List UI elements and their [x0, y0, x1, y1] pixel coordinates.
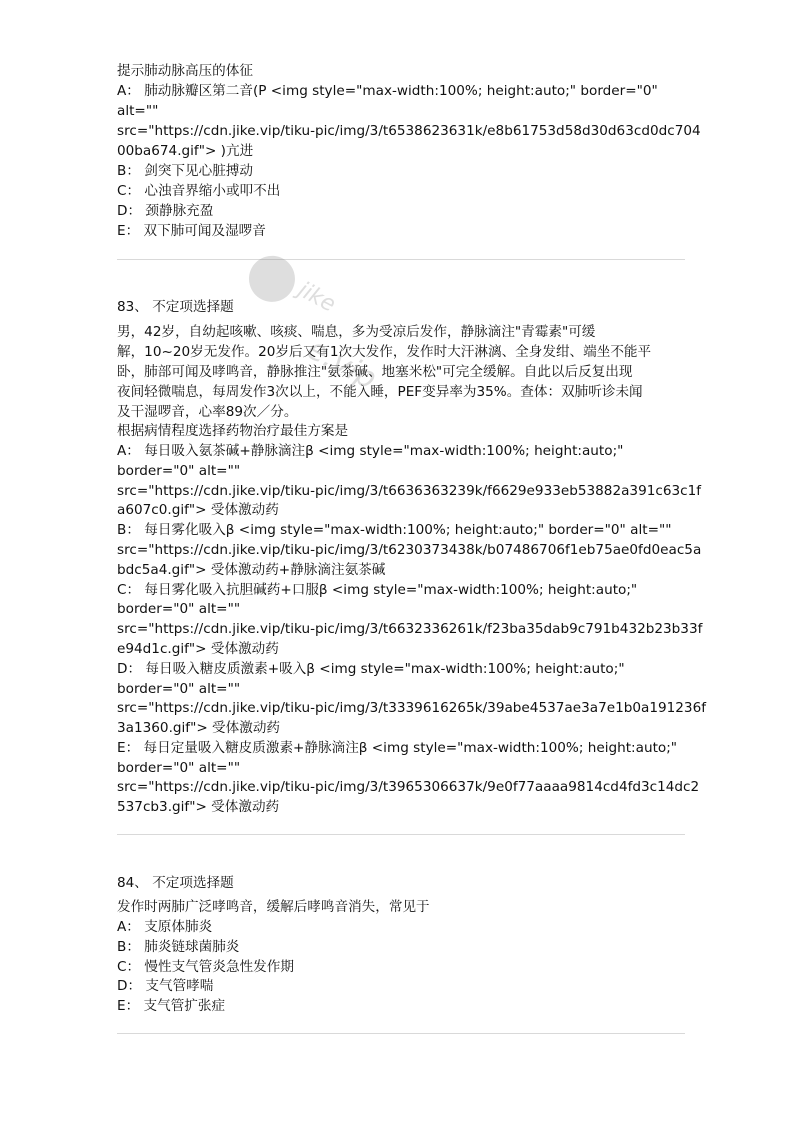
q83-line: border="0" alt=""	[117, 463, 241, 479]
q83-line: 解，10~20岁无发作。20岁后又有1次大发作，发作时大汗淋漓、全身发绀、端坐不能平	[117, 344, 652, 360]
q83-line: border="0" alt=""	[117, 760, 241, 776]
q84-option-a: A： 支原体肺炎	[117, 919, 213, 935]
q84-option-c: C： 慢性支气管炎急性发作期	[117, 959, 294, 975]
q84-option-e: E： 支气管扩张症	[117, 998, 226, 1014]
q82-line: alt=""	[117, 103, 159, 119]
q83-line: src="https://cdn.jike.vip/tiku-pic/img/3/t6636363239k/f6629e933eb53882a391c63c1f	[117, 483, 702, 499]
q82-line: A： 肺动脉瓣区第二音(P <img style="max-width:100%; height:auto;" border="0"	[117, 83, 658, 99]
q83-line: 根据病情程度选择药物治疗最佳方案是	[117, 423, 349, 439]
q83-option-e: E： 每日定量吸入糖皮质激素+静脉滴注β <img style="max-width:100%; height:auto;"	[117, 740, 678, 756]
q82-option-d: D： 颈静脉充盈	[117, 203, 214, 219]
q83-line: border="0" alt=""	[117, 681, 241, 697]
q83-line: src="https://cdn.jike.vip/tiku-pic/img/3/t3339616265k/39abe4537ae3a7e1b0a191236f	[117, 700, 707, 716]
q83-option-b: B： 每日雾化吸入β <img style="max-width:100%; height:auto;" border="0" alt=""	[117, 522, 672, 538]
q83-line: src="https://cdn.jike.vip/tiku-pic/img/3/t3965306637k/9e0f77aaaa9814cd4fd3c14dc2	[117, 779, 700, 795]
q82-option-b: B： 剑突下见心脏搏动	[117, 163, 253, 179]
watermark-text: jike	[293, 277, 340, 318]
q83-line: e94d1c.gif"> 受体激动药	[117, 641, 279, 657]
q83-line: src="https://cdn.jike.vip/tiku-pic/img/3/t6632336261k/f23ba35dab9c791b432b23b33f	[117, 621, 703, 637]
q84-heading: 84、 不定项选择题	[117, 875, 234, 891]
q83-line: 卧，肺部可闻及哮鸣音，静脉推注"氨茶碱、地塞米松"可完全缓解。自此以后反复出现	[117, 364, 633, 380]
q83-line: 3a1360.gif"> 受体激动药	[117, 720, 281, 736]
q83-option-d: D： 每日吸入糖皮质激素+吸入β <img style="max-width:100%; height:auto;"	[117, 661, 625, 677]
divider	[117, 1033, 685, 1034]
q84-option-b: B： 肺炎链球菌肺炎	[117, 939, 240, 955]
q83-line: 537cb3.gif"> 受体激动药	[117, 799, 280, 815]
q83-line: 男，42岁，自幼起咳嗽、咳痰、喘息，多为受凉后发作，静脉滴注"青霉素"可缓	[117, 324, 596, 340]
q83-heading: 83、 不定项选择题	[117, 299, 234, 315]
q83-line: 夜间轻微喘息，每周发作3次以上，不能入睡，PEF变异率为35%。查体：双肺听诊未闻	[117, 384, 643, 400]
q83-line: border="0" alt=""	[117, 601, 241, 617]
q82-line: src="https://cdn.jike.vip/tiku-pic/img/3/t6538623631k/e8b61753d58d30d63cd0dc704	[117, 123, 701, 139]
q82-line: 提示肺动脉高压的体征	[117, 63, 253, 79]
q84-option-d: D： 支气管哮喘	[117, 978, 214, 994]
q82-option-e: E： 双下肺可闻及湿啰音	[117, 223, 266, 239]
watermark-text: e.vip	[301, 331, 383, 397]
q83-line: src="https://cdn.jike.vip/tiku-pic/img/3/t6230373438k/b07486706f1eb75ae0fd0eac5a	[117, 542, 702, 558]
divider	[117, 834, 685, 835]
q83-option-c: C： 每日雾化吸入抗胆碱药+口服β <img style="max-width:100%; height:auto;"	[117, 582, 638, 598]
q82-line: 00ba674.gif"> )亢进	[117, 143, 254, 159]
q83-line: a607c0.gif"> 受体激动药	[117, 502, 279, 518]
watermark-logo-icon	[241, 248, 303, 310]
q83-line: bdc5a4.gif"> 受体激动药+静脉滴注氨茶碱	[117, 562, 386, 578]
q83-line: 及干湿啰音，心率89次／分。	[117, 404, 298, 420]
q84-question: 发作时两肺广泛哮鸣音，缓解后哮鸣音消失，常见于	[117, 899, 430, 915]
divider	[117, 259, 685, 260]
q83-option-a: A： 每日吸入氨茶碱+静脉滴注β <img style="max-width:100%; height:auto;"	[117, 443, 624, 459]
q82-option-c: C： 心浊音界缩小或叩不出	[117, 183, 281, 199]
